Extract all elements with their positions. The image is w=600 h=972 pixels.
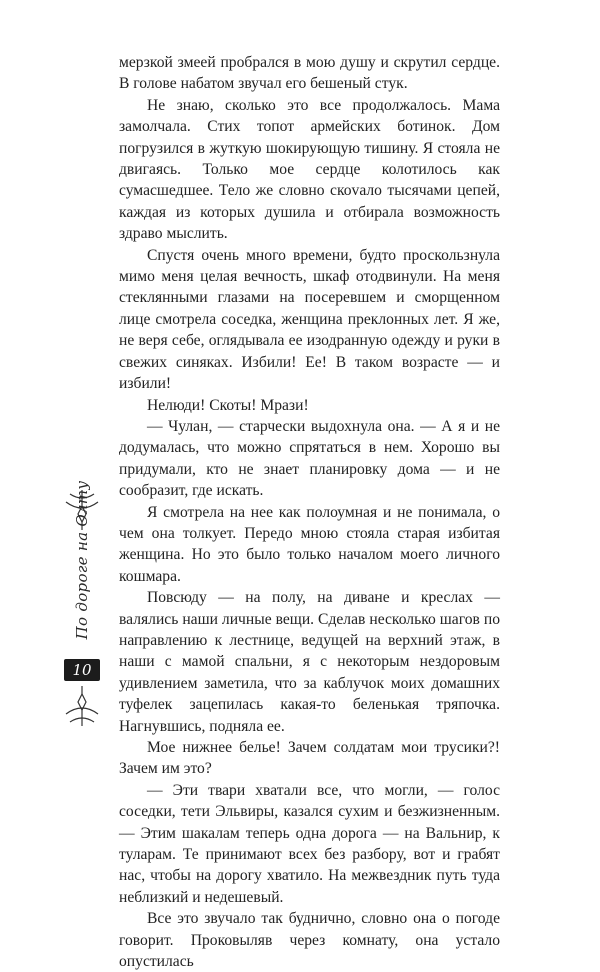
margin-decoration: [60, 480, 104, 728]
paragraph: Я смотрела на нее как полоумная и не понимала, о чем она толкует. Передо мною стояла старая избитая женщина. Но это было только началом моего личного кошмара.: [119, 503, 500, 585]
paragraph: Все это звучало так буднично, словно она о погоде говорит. Проковыляв через комнату, она устало опустилась: [119, 910, 500, 971]
paragraph: Не знаю, сколько это все продолжалось. Мама замолчала. Стих топот армейских ботинок. Дом погрузился в жуткую шокирующую тишину. Я стояла не двигаясь. Только мое сердце колотилось как сумасшедшее. Тело же словно скоvало тысячами цепей, каждая из которых душила и отбирала возможность здраво мыслить.: [119, 96, 500, 243]
page-body-text: [119, 52, 500, 972]
paragraph: — Чулан, — старчески выдохнула она. — А я и не додумалась, что можно спрятаться в нем. Хорошо вы придумали, кто не знает планировку дома — и не сообразит, где искать.: [119, 417, 500, 500]
running-title-text: По дороге на Олту: [73, 480, 91, 640]
paragraph: Спустя очень много времени, будто проскользнула мимо меня целая вечность, шкаф отодвинули. На меня стеклянными глазами на посеревшем и сморщенном лице смотрела соседка, женщина преклонных лет. Я же, не веря себе, оглядывала ее изодранную одежду и руки в свежих синяках. Избили! Ее! В таком возрасте — и избили!: [119, 246, 500, 393]
paragraph: Нелюди! Скоты! Мрази!: [147, 396, 309, 414]
paragraph: Мое нижнее белье! Зачем солдатам мои трусики?! Зачем им это?: [119, 739, 500, 778]
paragraph: Повсюду — на полу, на диване и креслах — валялись наши личные вещи. Сделав несколько шагов по направлению к лестнице, ведущей на верхний этаж, в наши с мамой спальни, я с некоторым нездоровым удивлением заметила, что за каблучок моих домашних туфелек зацепилась какая-то беленькая тряпочка. Нагнувшись, подняла ее.: [119, 589, 500, 735]
page-number: 10: [72, 661, 92, 679]
ornament-bottom-icon: [60, 684, 104, 728]
paragraph: мерзкой змеей пробрался в мою душу и скрутил сердце. В голове набатом звучал его бешеный стук.: [119, 54, 500, 93]
paragraph: — Эти твари хватали все, что могли, — голос соседки, тети Эльвиры, казался сухим и безжизненным. — Этим шакалам теперь одна дорога — на Вальнир, к туларам. Те принимают всех без разбору, вот и грабят нас, чтобы на дорогу хватило. На межвездник путь туда неблизкий и недешевый.: [119, 781, 500, 906]
page-number-badge: [64, 659, 100, 681]
